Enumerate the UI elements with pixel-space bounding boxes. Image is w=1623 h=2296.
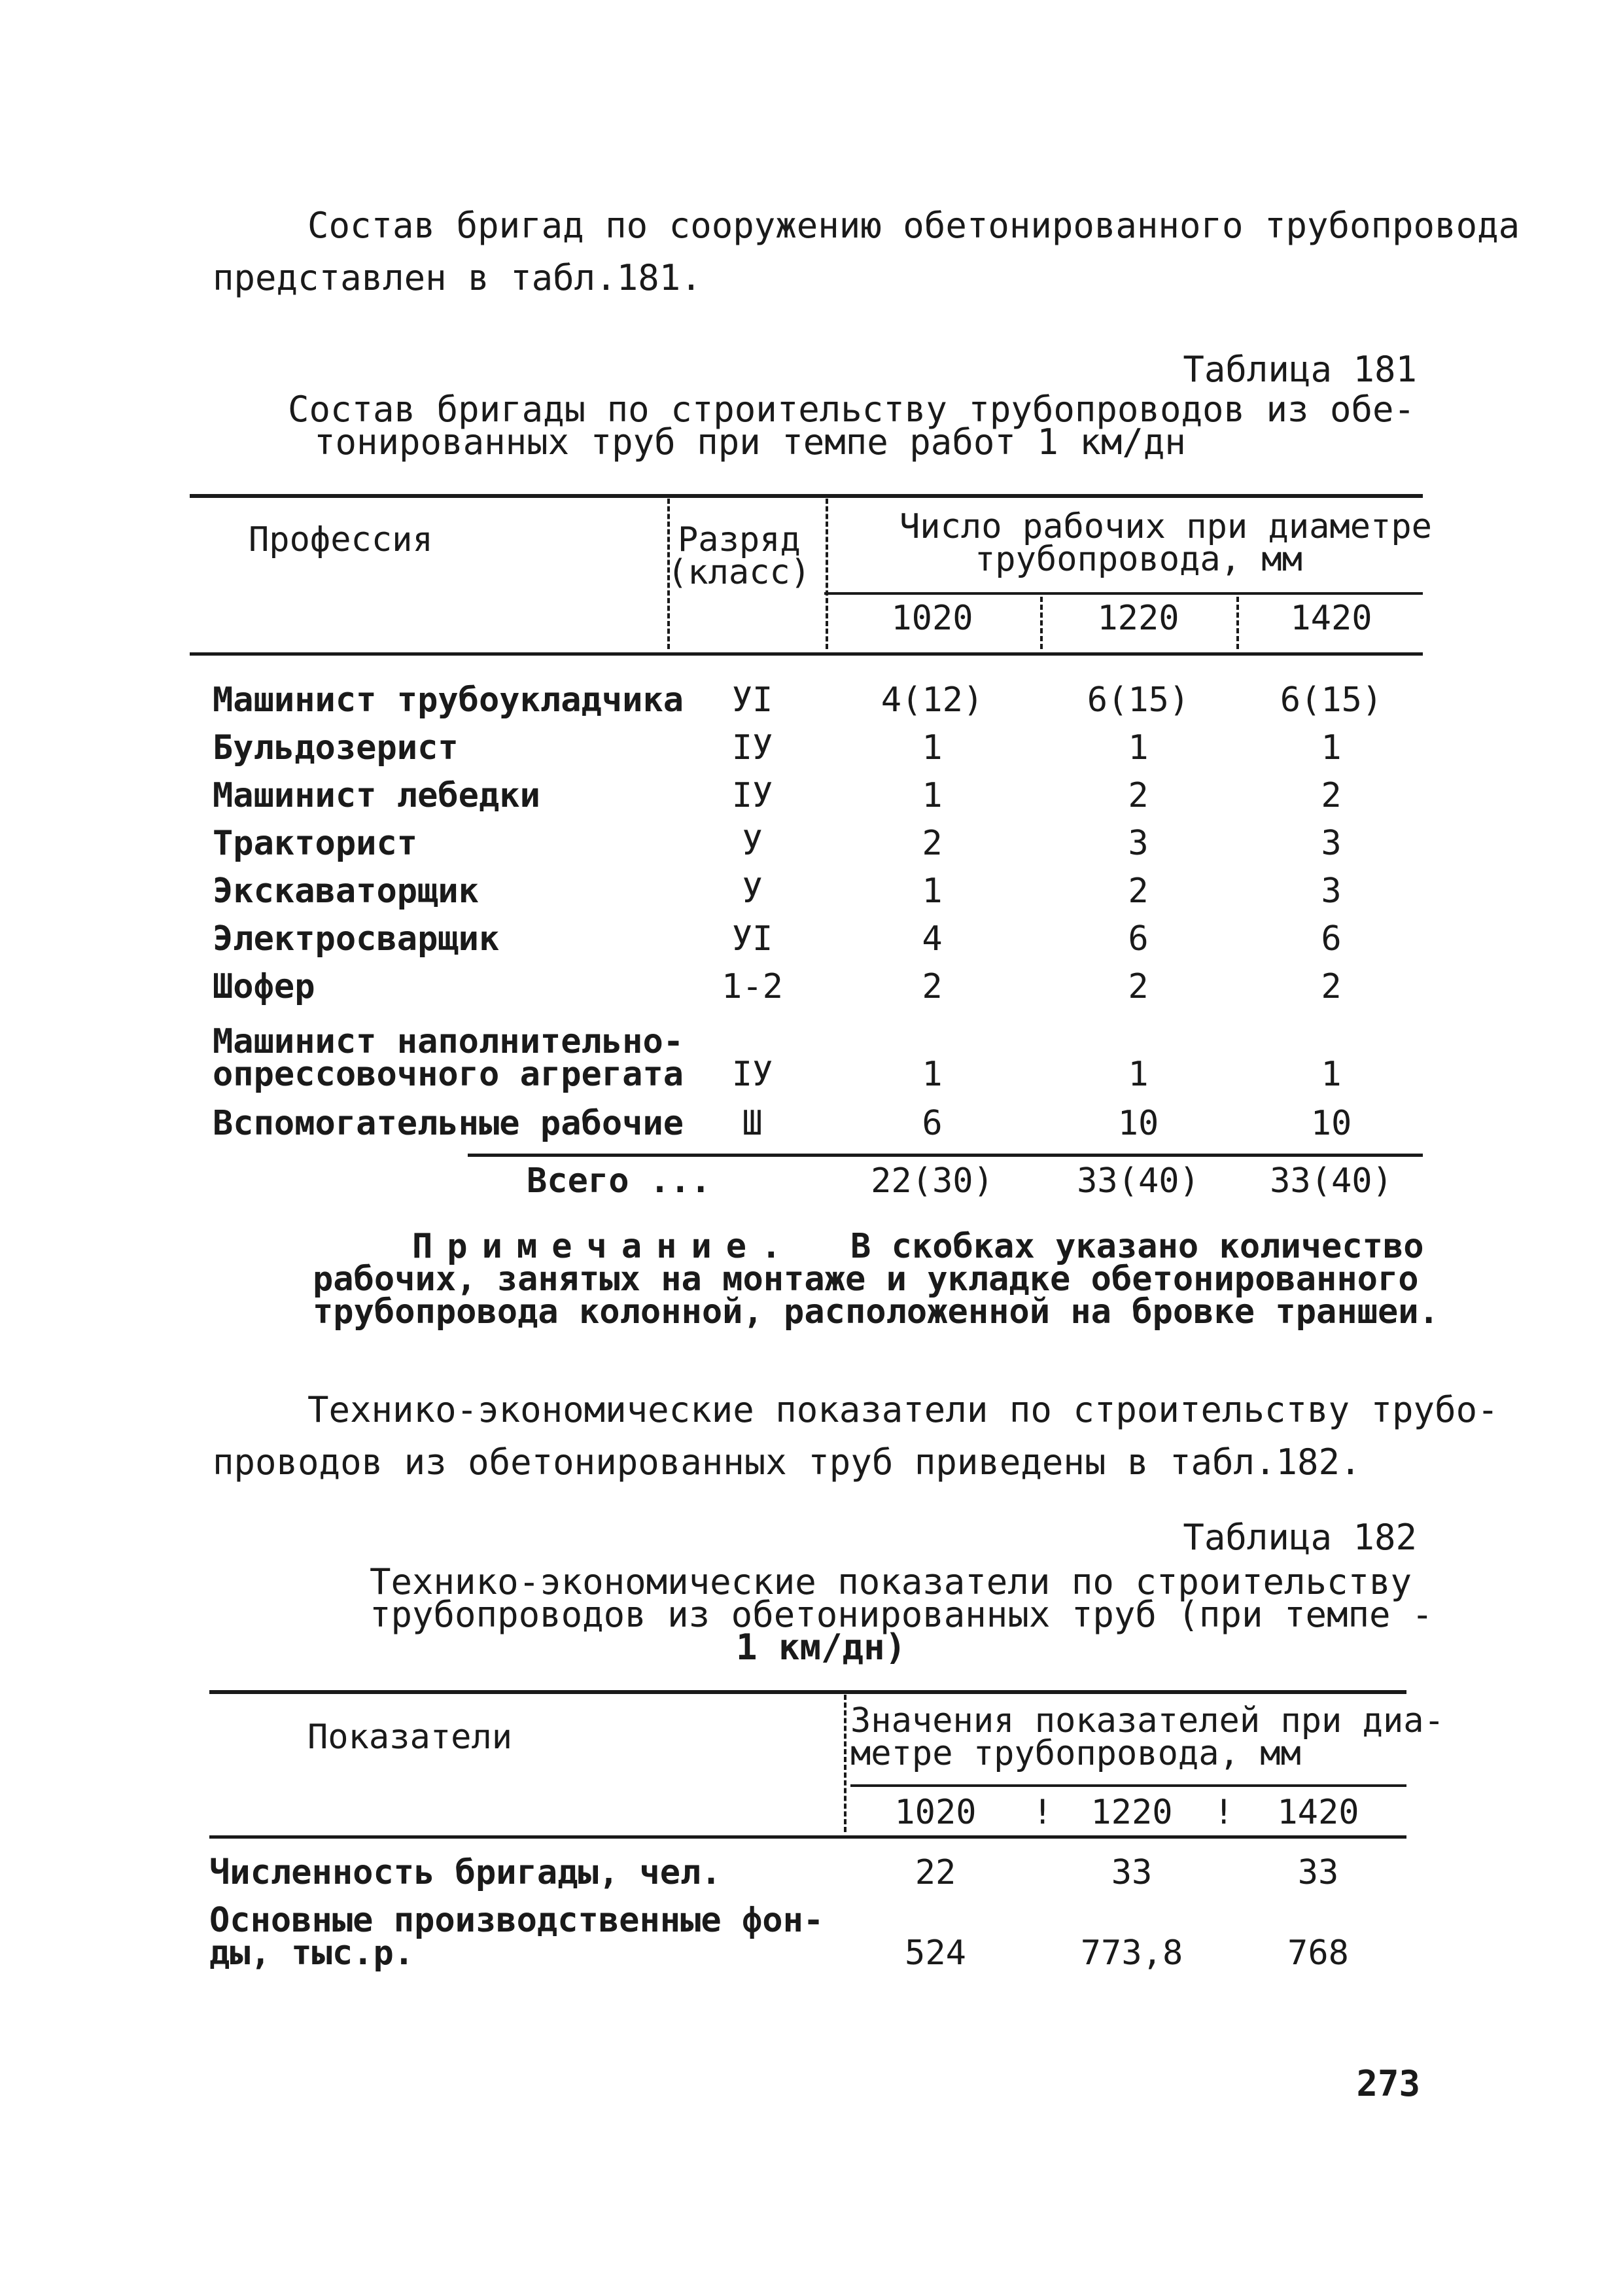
table181-header-rule — [190, 652, 1423, 656]
row-value-1220: 6 — [1128, 919, 1149, 959]
note-line-2: рабочих, занятых на монтаже и укладке обетонированного — [313, 1260, 1419, 1299]
header-diameter-1220: 1220 — [1091, 1793, 1173, 1832]
table182-top-rule — [209, 1690, 1406, 1694]
row-value-1020: 2 — [922, 824, 943, 863]
indicator-value-1420: 768 — [1287, 1934, 1349, 1973]
row-value-1420: 2 — [1321, 967, 1342, 1006]
row-profession: Шофер — [213, 967, 315, 1006]
header-indicators: Показатели — [307, 1718, 513, 1757]
row-value-1420: 3 — [1321, 824, 1342, 863]
row-rank: IУ — [731, 728, 773, 768]
table181-divider-4 — [1236, 597, 1239, 649]
row-value-1020: 4(12) — [881, 680, 984, 720]
page-number: 273 — [1356, 2063, 1420, 2104]
row-value-1020: 1 — [922, 728, 943, 768]
row-value-1420: 2 — [1321, 776, 1342, 815]
row-value-1220: 3 — [1128, 824, 1149, 863]
indicator-value-1420: 33 — [1297, 1853, 1339, 1892]
header-values-line-1: Значения показателей при диа- — [850, 1701, 1444, 1740]
row-rank: У — [742, 824, 763, 863]
indicator-label: Численность бригады, чел. — [209, 1853, 722, 1892]
row-value-1220: 2 — [1128, 967, 1149, 1006]
table181-subheader-rule — [824, 592, 1423, 595]
row-value-1420: 6 — [1321, 919, 1342, 959]
note-line-3: трубопровода колонной, расположенной на бровке траншеи. — [313, 1292, 1439, 1332]
row-value-1020: 1 — [922, 776, 943, 815]
table181-top-rule — [190, 494, 1423, 498]
row-value-1420: 6(15) — [1280, 680, 1383, 720]
row-rank: IУ — [731, 776, 773, 815]
table182-subheader-rule — [850, 1784, 1406, 1787]
column-separator: ! — [1213, 1793, 1234, 1832]
row-value-1420: 3 — [1321, 872, 1342, 911]
second-paragraph-line-1: Технико-экономические показатели по строительству трубо- — [307, 1389, 1499, 1430]
row-value-1220: 1 — [1128, 1055, 1149, 1094]
table182-title-line-2: трубопроводов из обетонированных труб (при темпе - — [370, 1594, 1433, 1635]
header-diameter-1420: 1420 — [1277, 1793, 1359, 1832]
row-profession: Бульдозерист — [213, 728, 459, 768]
table182-title-line-3: 1 км/дн) — [736, 1627, 907, 1668]
row-profession-line-1: Машинист наполнительно- — [213, 1022, 684, 1061]
header-diameter-1420: 1420 — [1290, 599, 1372, 638]
row-profession: Тракторист — [213, 824, 418, 863]
row-value-1220: 6(15) — [1087, 680, 1190, 720]
table182-label: Таблица 182 — [1183, 1517, 1417, 1558]
table182-title-line-1: Технико-экономические показатели по строительству — [370, 1561, 1412, 1602]
row-value-1020: 1 — [922, 1055, 943, 1094]
header-group-line-2: трубопровода, мм — [975, 540, 1302, 579]
row-profession: Вспомогательные рабочие — [213, 1104, 684, 1143]
row-value-1020: 1 — [922, 872, 943, 911]
row-value-1020: 2 — [922, 967, 943, 1006]
table181-total-rule — [468, 1154, 1423, 1157]
indicator-label-line-1: Основные производственные фон- — [209, 1901, 824, 1940]
row-value-1020: 6 — [922, 1104, 943, 1143]
total-label: Всего ... — [527, 1161, 711, 1201]
table181-title-line-2: тонированных труб при темпе работ 1 км/дн — [314, 421, 1186, 463]
second-paragraph-line-2: проводов из обетонированных труб приведены в табл.182. — [213, 1441, 1361, 1483]
header-diameter-1020: 1020 — [891, 599, 973, 638]
indicator-label-line-2: ды, тыс.р. — [209, 1934, 415, 1973]
row-profession: Электросварщик — [213, 919, 500, 959]
row-value-1020: 4 — [922, 919, 943, 959]
header-values-line-2: метре трубопровода, мм — [850, 1734, 1301, 1773]
table182-divider-1 — [844, 1695, 846, 1832]
row-rank: Ш — [742, 1104, 763, 1143]
row-rank: 1-2 — [722, 967, 783, 1006]
row-profession: Машинист лебедки — [213, 776, 540, 815]
table181-divider-3 — [1040, 597, 1043, 649]
intro-line-2: представлен в табл.181. — [213, 257, 702, 298]
total-value-1220: 33(40) — [1077, 1161, 1200, 1201]
indicator-value-1220: 33 — [1111, 1853, 1153, 1892]
header-profession: Профессия — [249, 520, 433, 559]
row-value-1420: 1 — [1321, 728, 1342, 768]
column-separator: ! — [1032, 1793, 1053, 1832]
header-rank-line-1: Разряд — [678, 520, 801, 559]
row-value-1420: 1 — [1321, 1055, 1342, 1094]
row-rank: УI — [731, 919, 773, 959]
indicator-value-1020: 524 — [905, 1934, 966, 1973]
row-rank: У — [742, 872, 763, 911]
row-profession-line-2: опрессовочного агрегата — [213, 1055, 684, 1094]
header-group-line-1: Число рабочих при диаметре — [899, 507, 1432, 546]
table181-divider-2 — [826, 499, 828, 649]
table181-title-line-1: Состав бригады по строительству трубопроводов из обе- — [288, 389, 1416, 430]
row-value-1220: 2 — [1128, 776, 1149, 815]
indicator-value-1220: 773,8 — [1080, 1934, 1183, 1973]
row-value-1220: 1 — [1128, 728, 1149, 768]
row-rank: УI — [731, 680, 773, 720]
header-diameter-1220: 1220 — [1097, 599, 1179, 638]
row-profession: Машинист трубоукладчика — [213, 680, 684, 720]
total-value-1020: 22(30) — [871, 1161, 994, 1201]
note-line-1: В скобках указано количество — [850, 1227, 1424, 1266]
row-rank: IУ — [731, 1055, 773, 1094]
header-rank-line-2: (класс) — [667, 553, 811, 592]
intro-line-1: Состав бригад по сооружению обетонированного трубопровода — [307, 205, 1520, 246]
indicator-value-1020: 22 — [915, 1853, 956, 1892]
total-value-1420: 33(40) — [1270, 1161, 1393, 1201]
table181-label: Таблица 181 — [1183, 349, 1417, 390]
table182-header-rule — [209, 1835, 1406, 1839]
row-value-1220: 10 — [1117, 1104, 1159, 1143]
header-diameter-1020: 1020 — [894, 1793, 977, 1832]
row-value-1220: 2 — [1128, 872, 1149, 911]
row-profession: Экскаваторщик — [213, 872, 479, 911]
row-value-1420: 10 — [1310, 1104, 1352, 1143]
note-lead: Примечание. — [412, 1227, 796, 1266]
